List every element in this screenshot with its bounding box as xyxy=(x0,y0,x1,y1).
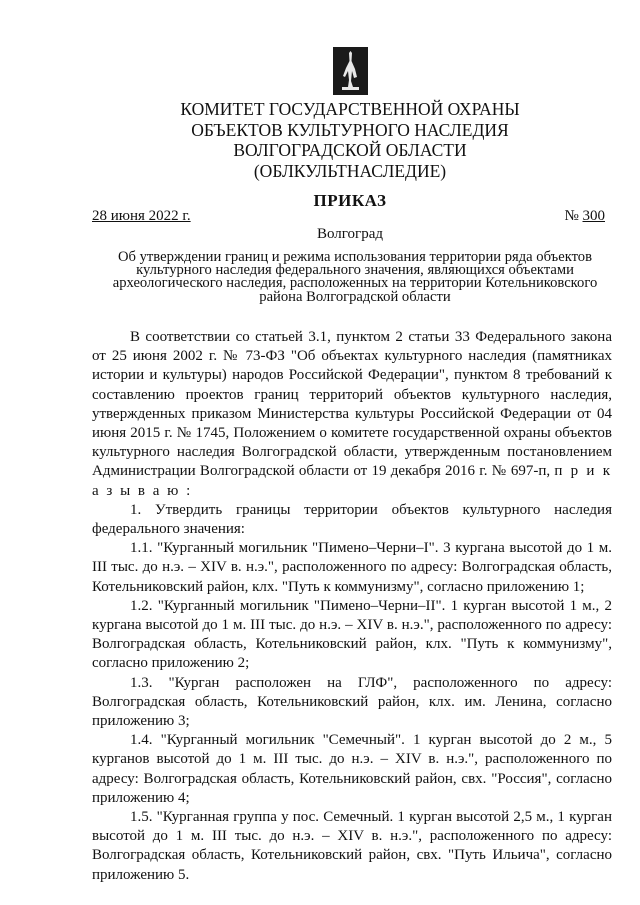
header-line: ОБЪЕКТОВ КУЛЬТУРНОГО НАСЛЕДИЯ xyxy=(191,119,509,140)
order-body xyxy=(92,328,612,885)
coat-of-arms-graphic xyxy=(333,47,368,95)
committee-header xyxy=(150,99,550,181)
item-paragraph: 1.2. "Курганный могильник "Пимено–Черни–II". 1 курган высотой 1 м., 2 кургана высотой до 1 м. III тыс. до н.э. – XIV в. н.э.", расположенного по адресу: Волгоградская область, Котельниковский район, клх. "Путь к коммунизму", согласно приложению 2; xyxy=(92,597,612,672)
header-line: (ОБЛКУЛЬТНАСЛЕДИЕ) xyxy=(253,160,447,181)
order-number-value: 300 xyxy=(582,208,605,224)
preamble-paragraph xyxy=(92,328,612,501)
item-paragraph: 1. Утвердить границы территории объектов культурного наследия федерального значения: xyxy=(92,501,612,538)
preamble-text: В соответствии со статьей 3.1, пунктом 2 статьи 33 Федерального закона от 25 июня 2002 г. № 73-ФЗ "Об объектах культурного наследия (памятниках истории и культуры) народов Российской Федерации", пунктом 8 требований к составлению проектов границ территорий объектов культурного наследия, утвержденных приказом Министерства культуры Российской Федерации от 04 июня 2015 г. № 1745, Положением о комитете государственной охраны объектов культурного наследия Волгоградской области, утвержденным постановлением Администрации Волгоградской области от 19 декабря 2016 г. № 697-п, xyxy=(92,329,612,480)
header-line: КОМИТЕТ ГОСУДАРСТВЕННОЙ ОХРАНЫ xyxy=(180,99,520,119)
item-paragraph: 1.4. "Курганный могильник "Семечный". 1 курган высотой до 2 м., 5 курганов высотой до 1 м. III тыс. до н.э. – XIV в. н.э.", расположенного по адресу: Волгоградская область, Котельниковский район, свх. "Россия", согласно приложению 4; xyxy=(92,732,612,806)
subject-line: Об утверждении границ и режима использования территории ряда объектов xyxy=(118,249,592,265)
subject-line: археологического наследия, расположенных на территории Котельниковского xyxy=(112,275,598,292)
subject-line: культурного наследия федерального значения, являющихся объектами xyxy=(136,262,574,279)
prikazyvayu-text: п р и к а з ы в а ю : xyxy=(92,463,613,499)
order-city: Волгоград xyxy=(316,226,383,242)
item-paragraph: 1.3. "Курган расположен на ГЛФ", расположенного по адресу: Волгоградская область, Котельниковский район, клх. им. Ленина, согласно приложению 3; xyxy=(92,674,612,730)
order-subject xyxy=(95,251,615,304)
order-title: ПРИКАЗ xyxy=(313,191,387,210)
item-paragraph: 1.1. "Курганный могильник "Пимено–Черни–I". 3 кургана высотой до 1 м. III тыс. до н.э. – XIV в. н.э.", расположенного по адресу: Волгоградская область, Котельниковский район, клх. "Путь к коммунизму", согласно приложению 1; xyxy=(92,540,612,595)
coat-of-arms-icon xyxy=(333,47,368,95)
item-paragraph: 1.5. "Курганная группа у пос. Семечный. 1 курган высотой 2,5 м., 1 курган высотой до 1 м. III тыс. до н.э. – XIV в. н.э.", расположенного по адресу: Волгоградская область, Котельниковский район, свх. "Путь Ильича", согласно приложению 5. xyxy=(92,809,612,883)
subject-line: района Волгоградской области xyxy=(259,288,451,305)
header-line: ВОЛГОГРАДСКОЙ ОБЛАСТИ xyxy=(233,140,467,160)
order-date: 28 июня 2022 г. xyxy=(92,208,191,224)
order-number-prefix: № xyxy=(564,208,579,224)
order-number xyxy=(564,208,605,225)
